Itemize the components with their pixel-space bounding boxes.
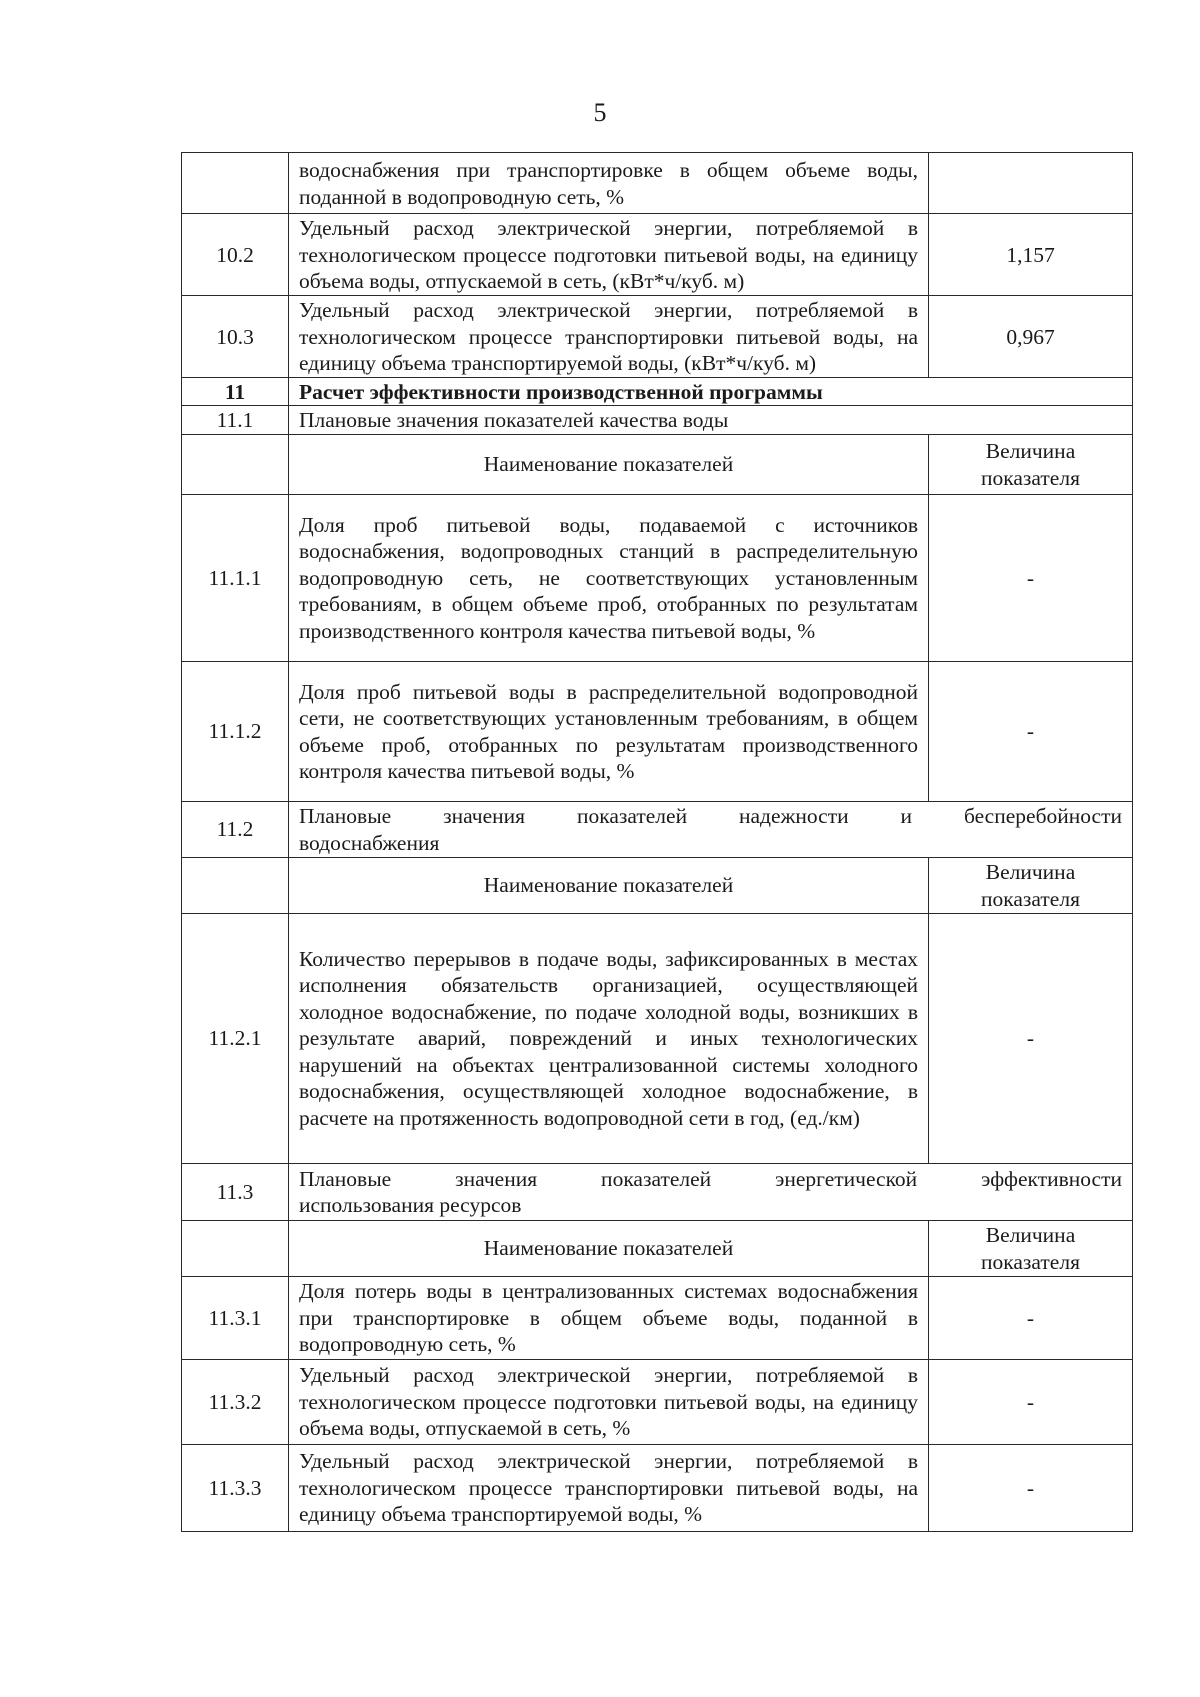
row-value (929, 153, 1133, 214)
row-number: 11.3.3 (182, 1444, 289, 1531)
column-header-value: Величина показателя (929, 434, 1133, 494)
row-number: 11.1 (182, 406, 289, 435)
row-value: 0,967 (929, 296, 1133, 378)
page-number: 5 (593, 98, 607, 127)
row-number: 10.3 (182, 296, 289, 378)
row-number: 11.1.2 (182, 661, 289, 801)
row-number (182, 153, 289, 214)
row-11-3-3 (182, 1444, 1133, 1531)
row-11-1 (182, 406, 1133, 435)
row-11-3-1 (182, 1276, 1133, 1359)
row-number: 11.2.1 (182, 913, 289, 1163)
subsection-title: Плановые значения показателей качества воды (289, 406, 1133, 435)
column-header-name: Наименование показателей (289, 434, 929, 494)
row-10-2 (182, 214, 1133, 296)
row-continued (182, 153, 1133, 214)
row-number: 11.2 (182, 801, 289, 857)
row-number: 10.2 (182, 214, 289, 296)
row-description: Удельный расход электрической энергии, потребляемой в технологическом процессе подготовки питьевой воды, на единицу объема воды, отпускаемой в сеть, (кВт*ч/куб. м) (289, 214, 929, 296)
row-11-2 (182, 801, 1133, 857)
row-number (182, 857, 289, 913)
header-row (182, 857, 1133, 913)
row-value: 1,157 (929, 214, 1133, 296)
row-number (182, 434, 289, 494)
row-number: 11.1.1 (182, 494, 289, 661)
row-11-1-2 (182, 661, 1133, 801)
subsection-title-line2: использования ресурсов (299, 1193, 522, 1217)
row-value: - (929, 1276, 1133, 1359)
row-number: 11.3.1 (182, 1276, 289, 1359)
row-value: - (929, 1444, 1133, 1531)
column-header-value: Величина показателя (929, 857, 1133, 913)
section-number: 11 (182, 377, 289, 406)
column-header-name: Наименование показателей (289, 857, 929, 913)
row-description: Количество перерывов в подаче воды, зафиксированных в местах исполнения обязательств организацией, осуществляющей холодное водоснабжение, по подаче холодной воды, возникших в результате аварий, повреждений и иных технологических нарушений на объектах централизованной системы холодного водоснабжения, осуществляющей холодное водоснабжение, в расчете на протяженность водопроводной сети в год, (ед./км) (289, 913, 929, 1163)
row-11-3 (182, 1163, 1133, 1220)
subsection-title (289, 1163, 1133, 1220)
subsection-title-line1: Плановые значения показателей энергетической эффективности (299, 1166, 1122, 1191)
indicators-table (181, 152, 1133, 1532)
row-11-1-1 (182, 494, 1133, 661)
row-number: 11.3 (182, 1163, 289, 1220)
section-title: Расчет эффективности производственной программы (289, 377, 1133, 406)
row-number: 11.3.2 (182, 1359, 289, 1444)
column-header-value: Величина показателя (929, 1220, 1133, 1276)
subsection-title-line1: Плановые значения показателей надежности и бесперебойности (299, 804, 1122, 828)
row-description: Доля проб питьевой воды в распределительной водопроводной сети, не соответствующих установленным требованиям, в общем объеме проб, отобранных по результатам производственного контроля качества питьевой воды, % (289, 661, 929, 801)
row-value: - (929, 1359, 1133, 1444)
row-description: Доля потерь воды в централизованных системах водоснабжения при транспортировке в общем объеме воды, поданной в водопроводную сеть, % (289, 1276, 929, 1359)
subsection-title (289, 801, 1133, 857)
row-description: Удельный расход электрической энергии, потребляемой в технологическом процессе транспортировки питьевой воды, на единицу объема транспортируемой воды, (кВт*ч/куб. м) (289, 296, 929, 378)
row-description: Доля проб питьевой воды, подаваемой с источников водоснабжения, водопроводных станций в распределительную водопроводную сеть, не соответствующих установленным требованиям, в общем объеме проб, отобранных по результатам производственного контроля качества питьевой воды, % (289, 494, 929, 661)
row-description: Удельный расход электрической энергии, потребляемой в технологическом процессе транспортировки питьевой воды, на единицу объема транспортируемой воды, % (289, 1444, 929, 1531)
row-value: - (929, 913, 1133, 1163)
column-header-name: Наименование показателей (289, 1220, 929, 1276)
row-value: - (929, 494, 1133, 661)
row-11-2-1 (182, 913, 1133, 1163)
row-description: Удельный расход электрической энергии, потребляемой в технологическом процессе подготовки питьевой воды, на единицу объема воды, отпускаемой в сеть, % (289, 1359, 929, 1444)
row-number (182, 1220, 289, 1276)
header-row (182, 434, 1133, 494)
row-value: - (929, 661, 1133, 801)
row-11-3-2 (182, 1359, 1133, 1444)
header-row (182, 1220, 1133, 1276)
subsection-title-line2: водоснабжения (299, 830, 440, 855)
row-description: водоснабжения при транспортировке в общем объеме воды, поданной в водопроводную сеть, % (289, 153, 929, 214)
row-11-section (182, 377, 1133, 406)
row-10-3 (182, 296, 1133, 378)
